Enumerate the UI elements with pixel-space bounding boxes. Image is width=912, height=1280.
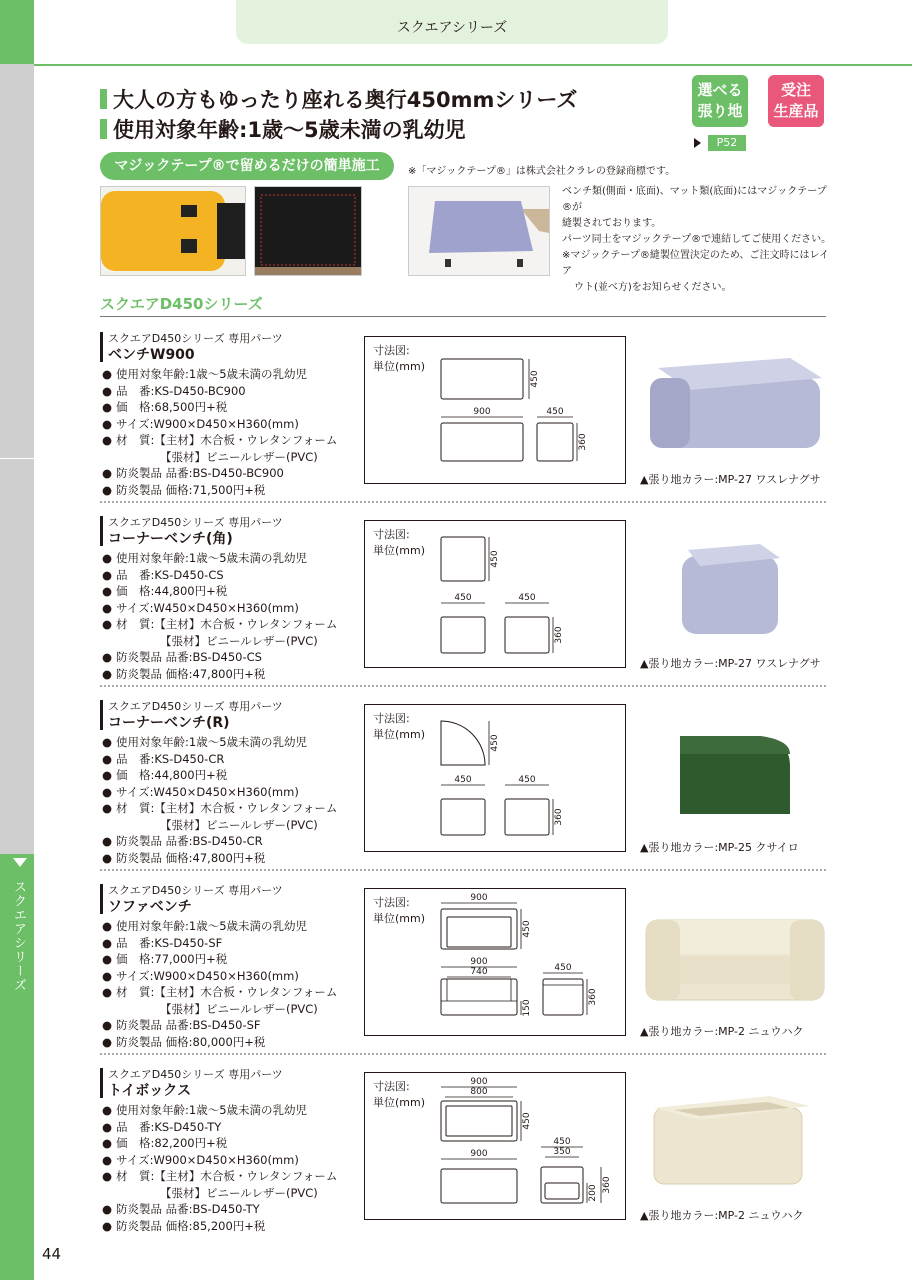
dimension-value: 900 bbox=[470, 893, 488, 903]
spec-size: ● サイズ:W450×D450×H360(mm) bbox=[102, 600, 299, 615]
product-separator bbox=[100, 685, 826, 687]
dimension-value: 450 bbox=[490, 734, 500, 752]
dim-unit: 単位(mm) bbox=[373, 1096, 426, 1109]
product-specs bbox=[102, 918, 352, 1050]
product-name: ソファベンチ bbox=[108, 899, 192, 915]
title-marker-icon bbox=[100, 119, 107, 139]
product-series-label: スクエアD450シリーズ 専用パーツ bbox=[108, 700, 283, 713]
dimension-drawing bbox=[365, 889, 625, 1035]
spec-price: ● 価 格:44,800円+税 bbox=[102, 584, 228, 598]
spec-cover: 【張材】ビニールレザー(PVC) bbox=[160, 817, 318, 832]
dimension-diagram bbox=[364, 520, 626, 668]
dim-unit: 単位(mm) bbox=[373, 912, 426, 925]
product-marker-icon bbox=[100, 884, 103, 914]
product-specs bbox=[102, 550, 352, 682]
spec-fire-code: ● 防炎製品 品番:BS-D450-SF bbox=[102, 1018, 261, 1032]
main-title-2 bbox=[100, 114, 466, 144]
product-marker-icon bbox=[100, 700, 103, 730]
dimension-value: 900 bbox=[470, 957, 488, 967]
main-title-1-text: 大人の方もゆったり座れる奥行450mmシリーズ bbox=[113, 88, 578, 112]
dimension-value: 360 bbox=[602, 1176, 612, 1194]
spec-fire-price: ● 防炎製品 価格:85,200円+税 bbox=[102, 1218, 266, 1233]
product-marker-icon bbox=[100, 332, 103, 362]
dimension-value: 450 bbox=[522, 1112, 532, 1130]
desc-line: ※マジックテープ®縫製位置決定のため、ご注文時にはレイア bbox=[562, 250, 829, 277]
dimension-value: 450 bbox=[518, 775, 536, 785]
product-series-label: スクエアD450シリーズ 専用パーツ bbox=[108, 332, 283, 345]
dimension-value: 150 bbox=[522, 999, 532, 1017]
dimension-value: 360 bbox=[554, 626, 564, 644]
product-photo bbox=[640, 890, 830, 1010]
product-photo bbox=[640, 522, 830, 642]
product-name: トイボックス bbox=[108, 1083, 192, 1099]
spec-fire-price: ● 防炎製品 価格:80,000円+税 bbox=[102, 1034, 266, 1049]
side-tab-gray bbox=[0, 64, 34, 854]
product-name: ベンチW900 bbox=[108, 347, 195, 363]
desc-line: 縫製されております。 bbox=[562, 218, 662, 229]
spec-age: ● 使用対象年齢:1歳〜5歳未満の乳幼児 bbox=[102, 919, 308, 933]
desc-line: ウト(並べ方)をお知らせください。 bbox=[574, 282, 732, 293]
spec-age: ● 使用対象年齢:1歳〜5歳未満の乳幼児 bbox=[102, 1103, 308, 1117]
fabric-color-caption: ▲張り地カラー:MP-25 クサイロ bbox=[640, 841, 799, 854]
spec-material: ● 材 質:【主材】木合板・ウレタンフォーム bbox=[102, 617, 338, 631]
product-series-label: スクエアD450シリーズ 専用パーツ bbox=[108, 1068, 283, 1081]
dimension-value: 800 bbox=[470, 1087, 488, 1097]
fabric-color-caption: ▲張り地カラー:MP-27 ワスレナグサ bbox=[640, 473, 821, 486]
dimension-diagram bbox=[364, 704, 626, 852]
header-tab bbox=[236, 0, 668, 44]
dimension-diagram bbox=[364, 1072, 626, 1220]
dimension-value: 450 bbox=[454, 593, 472, 603]
spec-size: ● サイズ:W450×D450×H360(mm) bbox=[102, 784, 299, 799]
product-specs bbox=[102, 734, 352, 866]
spec-price: ● 価 格:77,000円+税 bbox=[102, 952, 228, 966]
spec-cover: 【張材】ビニールレザー(PVC) bbox=[160, 449, 318, 464]
main-title-1 bbox=[100, 84, 577, 114]
spec-fire-code: ● 防炎製品 品番:BS-D450-CR bbox=[102, 834, 263, 848]
spec-material: ● 材 質:【主材】木合板・ウレタンフォーム bbox=[102, 985, 338, 999]
dimension-drawing bbox=[365, 1073, 625, 1219]
page-number: 44 bbox=[42, 1245, 62, 1263]
spec-material: ● 材 質:【主材】木合板・ウレタンフォーム bbox=[102, 1169, 338, 1183]
product-specs bbox=[102, 1102, 352, 1234]
dimension-value: 450 bbox=[546, 407, 564, 417]
dimension-value: 360 bbox=[578, 433, 588, 451]
photo-dark-mat bbox=[254, 186, 362, 276]
side-tab-top bbox=[0, 0, 34, 64]
dim-unit: 単位(mm) bbox=[373, 728, 426, 741]
spec-fire-code: ● 防炎製品 品番:BS-D450-CS bbox=[102, 650, 262, 664]
dimension-value: 450 bbox=[454, 775, 472, 785]
dimension-value: 900 bbox=[470, 1077, 488, 1087]
product-name: コーナーベンチ(R) bbox=[108, 715, 230, 731]
spec-material: ● 材 質:【主材】木合板・ウレタンフォーム bbox=[102, 801, 338, 815]
dim-title: 寸法図: bbox=[373, 712, 410, 725]
spec-code: ● 品 番:KS-D450-CS bbox=[102, 567, 224, 582]
dim-unit: 単位(mm) bbox=[373, 544, 426, 557]
dimension-value: 740 bbox=[470, 967, 488, 977]
product-photo bbox=[640, 706, 830, 826]
dimension-value: 360 bbox=[588, 988, 598, 1006]
product-name: コーナーベンチ(角) bbox=[108, 531, 233, 547]
trademark-note: ※「マジックテープ®」は株式会社クラレの登録商標です。 bbox=[408, 166, 676, 177]
header-rule bbox=[34, 64, 912, 66]
product-marker-icon bbox=[100, 1068, 103, 1098]
dim-title: 寸法図: bbox=[373, 1080, 410, 1093]
dimension-drawing bbox=[365, 337, 625, 483]
spec-code: ● 品 番:KS-D450-SF bbox=[102, 935, 223, 950]
main-title-2-text: 使用対象年齢:1歳〜5歳未満の乳幼児 bbox=[113, 118, 466, 142]
spec-price: ● 価 格:82,200円+税 bbox=[102, 1136, 228, 1150]
section-rule bbox=[100, 316, 826, 317]
spec-material: ● 材 質:【主材】木合板・ウレタンフォーム bbox=[102, 433, 338, 447]
dimension-value: 450 bbox=[522, 920, 532, 938]
title-marker-icon bbox=[100, 89, 107, 109]
product-photo bbox=[640, 1074, 830, 1194]
spec-fire-price: ● 防炎製品 価格:71,500円+税 bbox=[102, 482, 266, 497]
spec-age: ● 使用対象年齢:1歳〜5歳未満の乳幼児 bbox=[102, 551, 308, 565]
dimension-value: 200 bbox=[588, 1184, 598, 1202]
product-series-label: スクエアD450シリーズ 専用パーツ bbox=[108, 516, 283, 529]
desc-line: ベンチ類(側面・底面)、マット類(底面)にはマジックテープ®が bbox=[562, 186, 827, 213]
spec-age: ● 使用対象年齢:1歳〜5歳未満の乳幼児 bbox=[102, 735, 308, 749]
section-title: スクエアD450シリーズ bbox=[100, 295, 263, 313]
spec-cover: 【張材】ビニールレザー(PVC) bbox=[160, 633, 318, 648]
side-arrow-icon bbox=[13, 858, 27, 867]
spec-code: ● 品 番:KS-D450-TY bbox=[102, 1119, 222, 1134]
dimension-diagram bbox=[364, 336, 626, 484]
dimension-value: 900 bbox=[473, 407, 491, 417]
page-ref-link[interactable]: P52 bbox=[708, 135, 746, 151]
dimension-value: 900 bbox=[470, 1149, 488, 1159]
product-specs bbox=[102, 366, 352, 498]
spec-fire-code: ● 防炎製品 品番:BS-D450-BC900 bbox=[102, 466, 284, 480]
dimension-value: 450 bbox=[530, 370, 540, 388]
spec-code: ● 品 番:KS-D450-CR bbox=[102, 751, 225, 766]
photo-yellow-bench bbox=[100, 186, 246, 276]
spec-code: ● 品 番:KS-D450-BC900 bbox=[102, 383, 246, 398]
desc-line: パーツ同士をマジックテープ®で連結してご使用ください。 bbox=[562, 234, 832, 245]
product-separator bbox=[100, 869, 826, 871]
dimension-value: 450 bbox=[554, 963, 572, 973]
spec-cover: 【張材】ビニールレザー(PVC) bbox=[160, 1185, 318, 1200]
dim-title: 寸法図: bbox=[373, 344, 410, 357]
spec-fire-price: ● 防炎製品 価格:47,800円+税 bbox=[102, 666, 266, 681]
dim-title: 寸法図: bbox=[373, 896, 410, 909]
spec-price: ● 価 格:68,500円+税 bbox=[102, 400, 228, 414]
magic-tape-description bbox=[562, 184, 832, 296]
made-to-order-badge: 受注 生産品 bbox=[768, 75, 824, 127]
spec-size: ● サイズ:W900×D450×H360(mm) bbox=[102, 1152, 299, 1167]
magic-tape-pill: マジックテープ®で留めるだけの簡単施工 bbox=[100, 152, 394, 180]
spec-cover: 【張材】ビニールレザー(PVC) bbox=[160, 1001, 318, 1016]
photo-mat-joint bbox=[408, 186, 550, 276]
dimension-value: 450 bbox=[553, 1137, 571, 1147]
arrow-right-icon bbox=[694, 138, 701, 148]
fabric-color-caption: ▲張り地カラー:MP-2 ニュウハク bbox=[640, 1025, 804, 1038]
header-tab-label: スクエアシリーズ bbox=[396, 20, 508, 36]
fabric-color-caption: ▲張り地カラー:MP-27 ワスレナグサ bbox=[640, 657, 821, 670]
dimension-value: 350 bbox=[553, 1147, 571, 1157]
dimension-diagram bbox=[364, 888, 626, 1036]
product-marker-icon bbox=[100, 516, 103, 546]
spec-size: ● サイズ:W900×D450×H360(mm) bbox=[102, 416, 299, 431]
spec-size: ● サイズ:W900×D450×H360(mm) bbox=[102, 968, 299, 983]
spec-fire-code: ● 防炎製品 品番:BS-D450-TY bbox=[102, 1202, 260, 1216]
product-separator bbox=[100, 1053, 826, 1055]
dim-unit: 単位(mm) bbox=[373, 360, 426, 373]
dimension-value: 450 bbox=[518, 593, 536, 603]
spec-age: ● 使用対象年齢:1歳〜5歳未満の乳幼児 bbox=[102, 367, 308, 381]
fabric-color-caption: ▲張り地カラー:MP-2 ニュウハク bbox=[640, 1209, 804, 1222]
dimension-value: 450 bbox=[490, 550, 500, 568]
product-series-label: スクエアD450シリーズ 専用パーツ bbox=[108, 884, 283, 897]
spec-fire-price: ● 防炎製品 価格:47,800円+税 bbox=[102, 850, 266, 865]
product-photo bbox=[640, 338, 830, 458]
selectable-fabric-badge: 選べる 張り地 bbox=[692, 75, 748, 127]
dimension-value: 360 bbox=[554, 808, 564, 826]
side-tab-label: スクエアシリーズ bbox=[11, 880, 26, 992]
dim-title: 寸法図: bbox=[373, 528, 410, 541]
dimension-drawing bbox=[365, 705, 625, 851]
spec-price: ● 価 格:44,800円+税 bbox=[102, 768, 228, 782]
dimension-drawing bbox=[365, 521, 625, 667]
product-separator bbox=[100, 501, 826, 503]
